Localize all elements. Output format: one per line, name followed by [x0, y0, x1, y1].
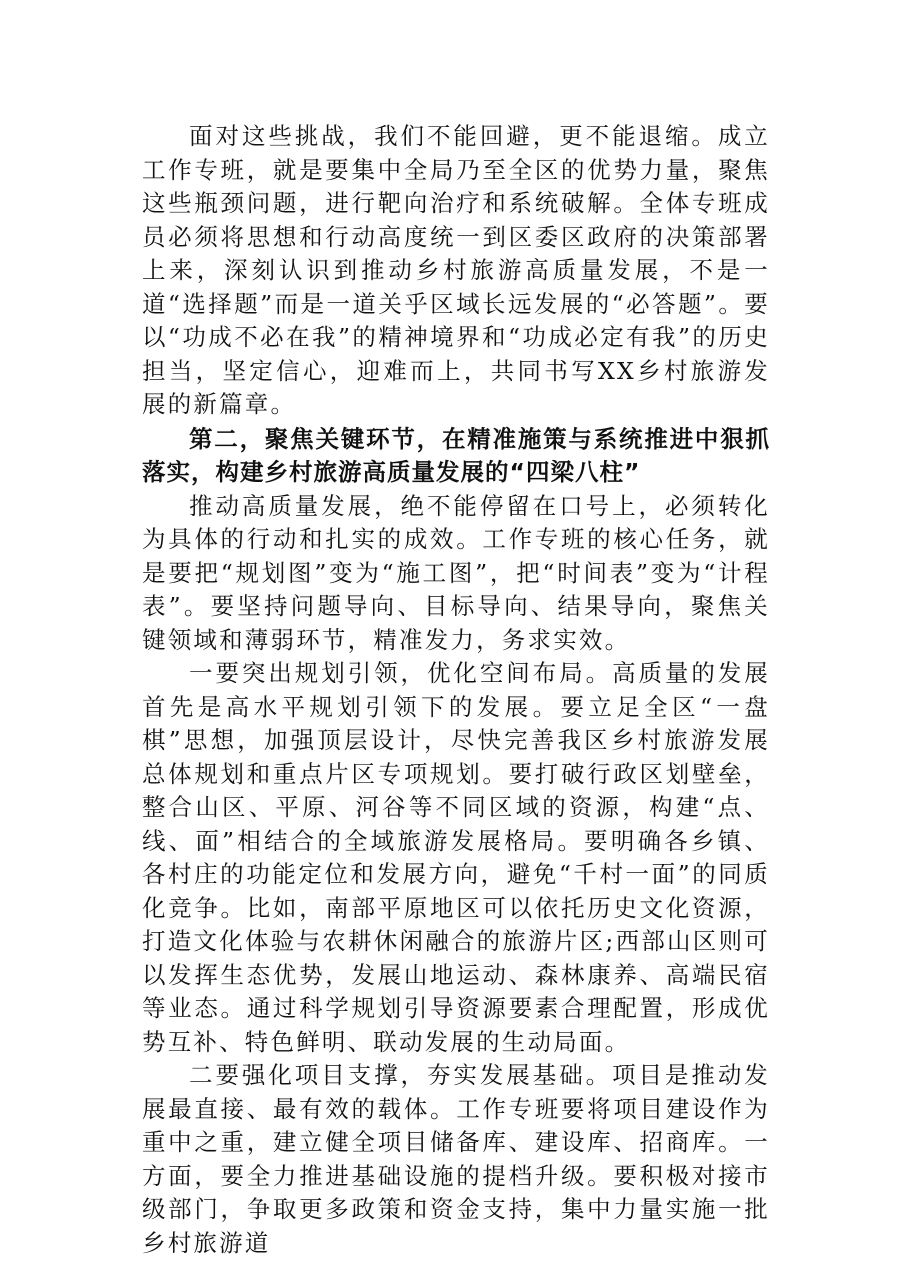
paragraph-projects: 二要强化项目支撑，夯实发展基础。项目是推动发展最直接、最有效的载体。工作专班要将项目建设作为重中之重，建立健全项目储备库、建设库、招商库。一方面，要全力推进基础设施的提档升级。要积极对接市级部门，争取更多政策和资金支持，集中力量实施一批乡村旅游道: [142, 1061, 770, 1257]
paragraph-challenges: 面对这些挑战，我们不能回避，更不能退缩。成立工作专班，就是要集中全局乃至全区的优势力量，聚焦这些瓶颈问题，进行靶向治疗和系统破解。全体专班成员必须将思想和行动高度统一到区委区政府的决策部署上来，深刻认识到推动乡村旅游高质量发展，不是一道“选择题”而是一道关乎区域长远发展的“必答题”。要以“功成不必在我”的精神境界和“功成必定有我”的历史担当，坚定信心，迎难而上，共同书写XX乡村旅游发展的新篇章。: [142, 122, 770, 418]
section-heading-second: 第二，聚焦关键环节，在精准施策与系统推进中狠抓落实，构建乡村旅游高质量发展的“四梁八柱”: [142, 424, 770, 486]
paragraph-implementation: 推动高质量发展，绝不能停留在口号上，必须转化为具体的行动和扎实的成效。工作专班的核心任务，就是要把“规划图”变为“施工图”，把“时间表”变为“计程表”。要坚持问题导向、目标导向、结果导向，聚焦关键领域和薄弱环节，精准发力，务求实效。: [142, 491, 770, 654]
document-body: [142, 120, 770, 1260]
paragraph-planning: 一要突出规划引领，优化空间布局。高质量的发展首先是高水平规划引领下的发展。要立足全区“一盘棋”思想，加强顶层设计，尽快完善我区乡村旅游发展总体规划和重点片区专项规划。要打破行政区划壁垒，整合山区、平原、河谷等不同区域的资源，构建“点、线、面”相结合的全域旅游发展格局。要明确各乡镇、各村庄的功能定位和发展方向，避免“千村一面”的同质化竞争。比如，南部平原地区可以依托历史文化资源，打造文化体验与农耕休闲融合的旅游片区;西部山区则可以发挥生态优势，发展山地运动、森林康养、高端民宿等业态。通过科学规划引导资源要素合理配置，形成优势互补、特色鲜明、联动发展的生动局面。: [142, 659, 770, 1056]
